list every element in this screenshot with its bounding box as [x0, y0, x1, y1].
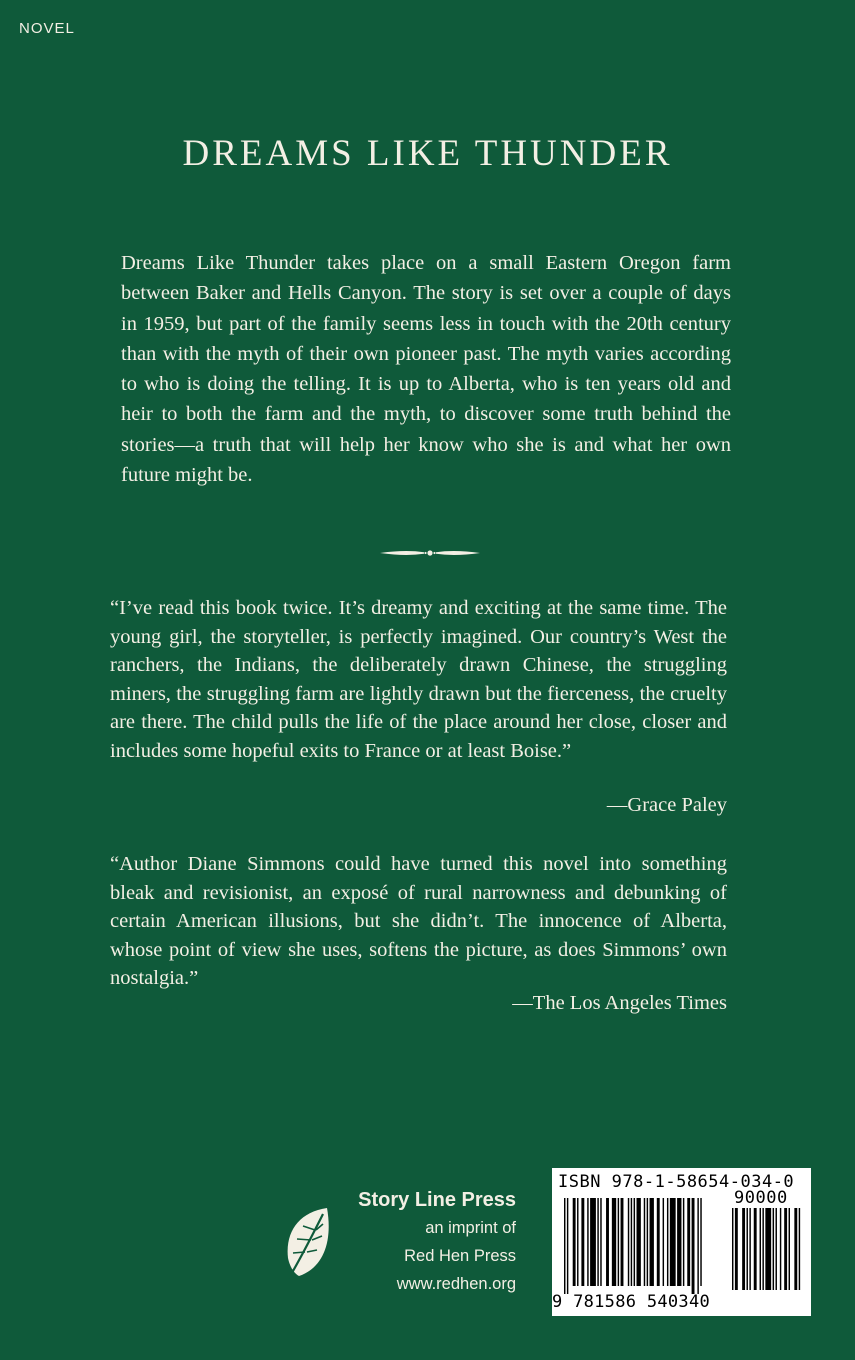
- barcode-bar: [564, 1198, 565, 1294]
- barcode-bar: [780, 1208, 781, 1290]
- barcode-bar: [677, 1198, 681, 1286]
- barcode-bar: [754, 1208, 757, 1290]
- barcode-bar: [650, 1198, 654, 1286]
- barcode-box: [552, 1168, 811, 1316]
- review-quote-2: “Author Diane Simmons could have turned this novel into something bleak and revisionist, an exposé of rural narrowness and debunking of certain American illusions, but she didn’t. The innocence of Alberta, whose point of view she uses, softens the picture, as does Simmons’ own nostalgia.”: [110, 853, 727, 990]
- barcode-bar: [612, 1198, 616, 1286]
- barcode-bar: [687, 1198, 690, 1286]
- price-code: 90000: [734, 1188, 788, 1208]
- barcode-bar: [697, 1198, 698, 1294]
- review-attribution-1: —Grace Paley: [606, 794, 727, 816]
- review-attribution-2: —The Los Angeles Times: [512, 992, 727, 1014]
- barcode-bar: [683, 1198, 684, 1286]
- book-blurb: Dreams Like Thunder takes place on a small Eastern Oregon farm between Baker and Hells Canyon. The story is set over a couple of days in 1959, but part of the family seems less in touch with the 20th century than with the myth of their own pioneer past. The myth varies according to who is doing the telling. It is up to Alberta, who is ten years old and heir to both the farm and the myth, to discover some truth behind the stories—a truth that will help her know who she is and what her own future might be.: [121, 252, 731, 487]
- barcode-bar: [567, 1198, 568, 1294]
- barcode-bar: [644, 1198, 645, 1286]
- publisher-name: Story Line Press: [358, 1189, 516, 1211]
- barcode-bar: [749, 1208, 750, 1290]
- barcode-bar: [637, 1198, 641, 1286]
- genre-label: NOVEL: [19, 20, 75, 37]
- barcode-bar: [631, 1198, 632, 1286]
- barcode-bar: [735, 1208, 738, 1290]
- ornament-divider: [380, 546, 480, 560]
- barcode-bar: [760, 1208, 761, 1290]
- barcode-bar: [573, 1198, 576, 1286]
- ean-digits: 9 781586 540340: [552, 1292, 711, 1312]
- barcode-bar: [762, 1208, 763, 1290]
- barcode-bar: [581, 1198, 584, 1286]
- barcode-bar: [590, 1198, 596, 1286]
- barcode-bar: [732, 1208, 733, 1290]
- barcode-bar: [670, 1198, 676, 1286]
- leaf-icon: [283, 1206, 331, 1280]
- barcode-bar: [647, 1198, 648, 1286]
- barcode-bar: [794, 1208, 797, 1290]
- barcode-addon: [732, 1208, 805, 1298]
- barcode-bar: [773, 1208, 774, 1290]
- barcode-bar: [597, 1198, 598, 1286]
- publisher-parent: Red Hen Press: [404, 1247, 516, 1265]
- barcode-main: [564, 1198, 724, 1294]
- publisher-block: [345, 1186, 516, 1298]
- barcode-bar: [700, 1198, 701, 1286]
- barcode-bar: [663, 1198, 664, 1286]
- barcode-bar: [747, 1208, 748, 1290]
- publisher-imprint-line: an imprint of: [425, 1219, 516, 1237]
- review-quote-1: “I’ve read this book twice. It’s dreamy and exciting at the same time. The young girl, the storyteller, is perfectly imagined. Our country’s West the ranchers, the Indians, the deliberately drawn Chinese, the struggling miners, the struggling farm are lightly drawn but the fierceness, the cruelty are there. The child pulls the life of the place around her close, closer and includes some hopeful exits to France or at least Boise.”: [110, 597, 727, 762]
- barcode-bar: [600, 1198, 601, 1286]
- barcode-bar: [657, 1198, 660, 1286]
- barcode-bar: [784, 1208, 787, 1290]
- barcode-bar: [577, 1198, 578, 1286]
- barcode-bar: [634, 1198, 635, 1286]
- barcode-bar: [606, 1198, 609, 1286]
- barcode-bar: [776, 1208, 777, 1290]
- barcode-bar: [789, 1208, 790, 1290]
- barcode-bar: [742, 1208, 745, 1290]
- barcode-bar: [667, 1198, 668, 1286]
- barcode-bar: [799, 1208, 800, 1290]
- barcode-bar: [621, 1198, 624, 1286]
- barcode-bar: [587, 1198, 588, 1286]
- book-title: DREAMS LIKE THUNDER: [182, 133, 673, 174]
- barcode-bar: [628, 1198, 629, 1286]
- barcode-bar: [765, 1208, 771, 1290]
- barcode-bar: [618, 1198, 619, 1286]
- isbn-text: ISBN 978-1-58654-034-0: [558, 1172, 795, 1192]
- publisher-url: www.redhen.org: [396, 1275, 516, 1293]
- barcode-bar: [692, 1198, 695, 1294]
